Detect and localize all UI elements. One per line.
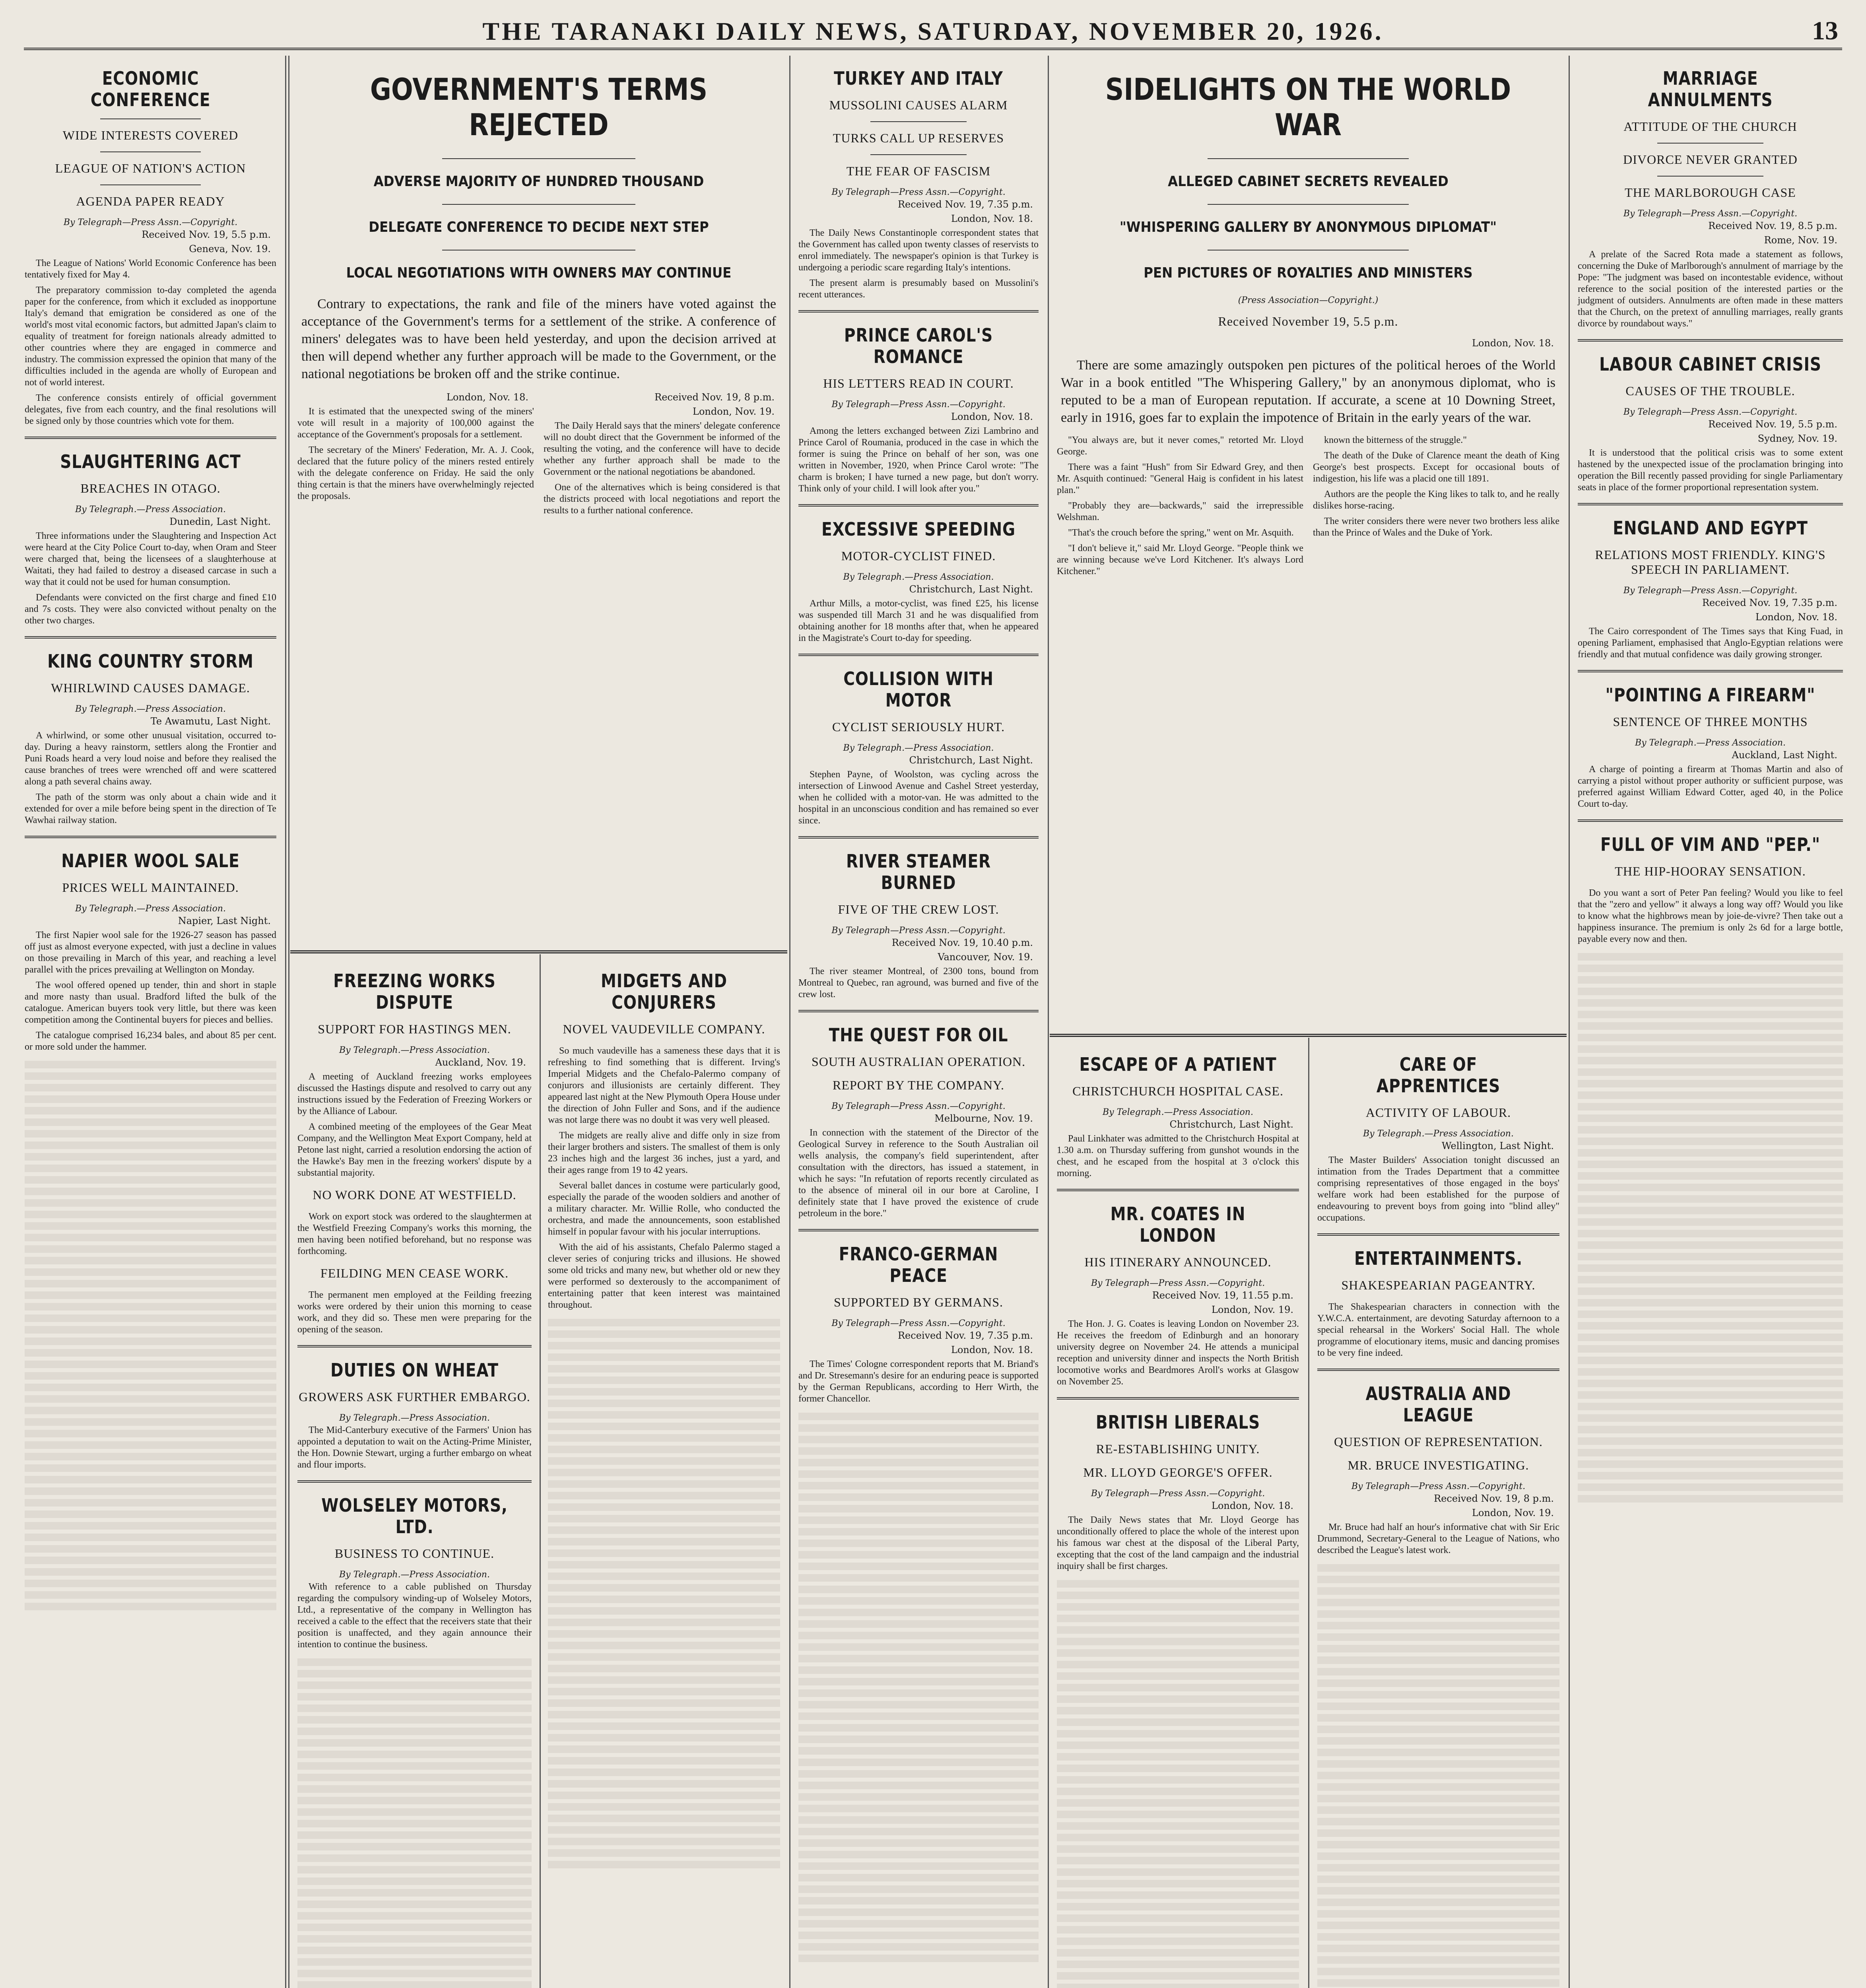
paragraph: The Daily Herald says that the miners' delegate conference will no doubt direct that the Government be informed of the resulting the voting, and the conference will have to decide whether any further approach shall be made to the Government or the national negotiations be abandoned. [544, 421, 780, 477]
divider [442, 158, 635, 159]
dateline: London, Nov. 18. [1755, 612, 1837, 623]
section-divider [798, 1010, 1039, 1012]
text-filler [297, 1654, 532, 1988]
dateline: Auckland, Last Night. [1732, 749, 1837, 761]
sidelights-right [1313, 435, 1559, 581]
subhead: PRICES WELL MAINTAINED. [62, 880, 239, 895]
received-line: Received Nov. 19, 7.35 p.m. [897, 199, 1033, 210]
subhead: HIS LETTERS READ IN COURT. [823, 376, 1014, 390]
dateline: London, Nov. 19. [693, 406, 775, 417]
dateline: Napier, Last Night. [178, 915, 271, 926]
lead-left [297, 391, 534, 520]
paragraph: The first Napier wool sale for the 1926-27 season has passed off just as almost everyone expected, with just a decline in values on those prevailing in March of this year, and reaching a level parallel with the prices prevailing at Wellington on Monday. [25, 930, 276, 975]
subhead: NOVEL VAUDEVILLE COMPANY. [563, 1022, 765, 1036]
headline-prince-carol: PRINCE CAROL'S ROMANCE [844, 324, 993, 367]
byline: By Telegraph—Press Assn.—Copyright. [831, 400, 1006, 410]
section-divider [297, 1480, 532, 1483]
subhead: THE FEAR OF FASCISM [846, 164, 991, 178]
dateline: Rome, Nov. 19. [1764, 235, 1837, 246]
byline: By Telegraph—Press Assn.—Copyright. [831, 187, 1006, 197]
paragraph: The writer considers there were never two brothers less alike than the Prince of Wales and the Duke of York. [1313, 516, 1559, 538]
headline-napier-wool-sale: NAPIER WOOL SALE [61, 850, 240, 872]
subhead: LEAGUE OF NATION'S ACTION [55, 161, 246, 175]
column-rule [1569, 56, 1570, 1988]
subhead: REPORT BY THE COMPANY. [832, 1078, 1005, 1092]
byline: By Telegraph—Press Assn.—Copyright. [1091, 1278, 1265, 1288]
subhead: PEN PICTURES OF ROYALTIES AND MINISTERS [1144, 265, 1473, 281]
paragraph: A combined meeting of the employees of the Gear Meat Company, and the Wellington Meat Export Company, held at Petone last night, carried a resolution endorsing the action of the Hawke's Bay men in the freezing workers' dispute by a substantial majority. [297, 1122, 532, 1178]
column-rule [789, 56, 790, 1988]
subhead: LOCAL NEGOTIATIONS WITH OWNERS MAY CONTINUE [346, 265, 732, 281]
subhead: SENTENCE OF THREE MONTHS [1613, 714, 1808, 729]
subhead: ALLEGED CABINET SECRETS REVEALED [1168, 173, 1449, 190]
subhead: NO WORK DONE AT WESTFIELD. [313, 1188, 516, 1202]
section-divider [1578, 503, 1843, 505]
headline-entertainments: ENTERTAINMENTS. [1354, 1248, 1523, 1269]
paragraph: The Daily News Constantinople correspondent states that the Government has called upon twenty classes of reservists to enrol immediately. The newspaper's opinion is that Turkey is undergoing a periodic scare regarding Italy's intentions. [798, 228, 1039, 273]
lead-story-columns [297, 391, 780, 520]
paragraph: The Shakespearian characters in connection with the Y.W.C.A. entertainment, are devoting Saturday afternoon to a special rehearsal in the Workers' Social Hall. The whole programme of elocutionary items, music and dancing promises to be very fine indeed. [1317, 1302, 1559, 1358]
subhead: MR. LLOYD GEORGE'S OFFER. [1083, 1465, 1273, 1479]
paragraph: Do you want a sort of Peter Pan feeling? Would you like to feel that the "zero and yellow" it always a long way off? Would you like to know what the highbrows mean by joie-de-vivre? Then take out a happiness insurance. The premium is only 2s 6d for a large bottle, payable every now and then. [1578, 888, 1843, 944]
byline: By Telegraph—Press Assn.—Copyright. [1623, 407, 1798, 417]
paragraph: With the aid of his assistants, Chefalo Palermo staged a clever series of conjuring tricks and illusions. He showed some old tricks and many new, but whether old or new they were performed so dexterously to the accompaniment of entertaining patter that keen interest was maintained throughout. [548, 1242, 780, 1310]
byline: By Telegraph.—Press Association. [339, 1570, 490, 1580]
byline: By Telegraph.—Press Association. [1363, 1129, 1514, 1139]
dateline: Geneva, Nov. 19. [189, 243, 271, 254]
section-divider [25, 636, 276, 639]
paragraph: One of the alternatives which is being considered is that the districts proceed with local negotiations and report the results to a further national conference. [544, 482, 780, 516]
subhead: ADVERSE MAJORITY OF HUNDRED THOUSAND [373, 173, 704, 190]
byline: By Telegraph—Press Assn.—Copyright. [831, 926, 1006, 936]
divider [442, 204, 635, 205]
subhead: THE HIP-HOORAY SENSATION. [1615, 864, 1806, 878]
subhead: MUSSOLINI CAUSES ALARM [829, 98, 1008, 112]
paragraph: Among the letters exchanged between Zizi Lambrino and Prince Carol of Roumania, produced in the case in which the former is suing the Prince on behalf of her son, was one written in November, 1920, when Prince Carol wrote: "The charm is broken; I have turned a new page, but don't worry. Think only of your child. I will look after you." [798, 426, 1039, 494]
dateline: London, Nov. 18. [1472, 338, 1554, 349]
paragraph: Arthur Mills, a motor-cyclist, was fined £25, his license was suspended till March 31 and he was disqualified from obtaining another for 18 months after that, when he appeared in the Magistrate's Court to-day for speeding. [798, 598, 1039, 643]
headline-care-of-apprentices: CARE OF APPRENTICES [1376, 1054, 1501, 1097]
text-filler [798, 1409, 1039, 1965]
paragraph: There was a faint "Hush" from Sir Edward Grey, and then Mr. Asquith continued: "General Haig is confident in his latest plan." [1057, 462, 1303, 495]
received-line: Received Nov. 19, 7.35 p.m. [897, 1330, 1033, 1341]
paragraph: The midgets are really alive and diffe only in size from their larger brothers and sisters. The smallest of them is only 23 inches high and the largest 36 inches, just a yard, and their ages range from 19 to 42 years. [548, 1130, 780, 1175]
dateline: London, Nov. 18. [951, 1344, 1033, 1355]
byline: By Telegraph.—Press Association. [1103, 1107, 1253, 1117]
paragraph: The path of the storm was only about a chain wide and it extended for over a mile before being spent in the direction of Te Wawhai railway station. [25, 792, 276, 825]
paragraph: The Mid-Canterbury executive of the Farmers' Union has appointed a deputation to wait on the Acting-Prime Minister, the Hon. Downie Stewart, urging a further embargo on wheat and flour imports. [297, 1425, 532, 1470]
section-divider [1578, 819, 1843, 822]
subhead: TURKS CALL UP RESERVES [833, 131, 1004, 145]
paragraph: Authors are the people the King likes to talk to, and he really dislikes horse-racing. [1313, 489, 1559, 511]
divider [1208, 204, 1409, 205]
headline-duties-on-wheat: DUTIES ON WHEAT [330, 1359, 499, 1381]
subhead: DELEGATE CONFERENCE TO DECIDE NEXT STEP [369, 219, 709, 235]
divider [100, 118, 201, 119]
headline-labour-cabinet-crisis: LABOUR CABINET CRISIS [1599, 353, 1821, 375]
subhead: CYCLIST SERIOUSLY HURT. [832, 720, 1005, 734]
paragraph: With reference to a cable published on Thursday regarding the compulsory winding-up of Wolseley Motors, Ltd., a representative of the company in Wellington has received a cable to the effect that the receivers state that their position is unaffected, and they again announce their intention to continue the business. [297, 1582, 532, 1650]
paragraph: "You always are, but it never comes," retorted Mr. Lloyd George. [1057, 435, 1303, 457]
paragraph: A whirlwind, or some other unusual visitation, occurred to-day. During a heavy rainstorm, settlers along the Frontier and Puni Roads heard a very loud noise and before they realised the cause branches of trees were wrenched off and were scattered along a path several chains away. [25, 730, 276, 787]
divider [100, 151, 201, 152]
section-divider [798, 836, 1039, 839]
dateline: Christchurch, Last Night. [1169, 1119, 1293, 1130]
headline-wolseley-motors: WOLSELEY MOTORS, LTD. [321, 1495, 508, 1538]
paragraph: In connection with the statement of the Director of the Geological Survey in reference to the South Australian oil wells analysis, the company's field superintendent, after consultation with the directors, has issued a statement, in which he says: "In refutation of reports recently circulated as to the absence of mineral oil in our bore at Caroline, I definitely state that I have proved the existence of crude petroleum in the bore." [798, 1128, 1039, 1219]
paragraph: The Times' Cologne correspondent reports that M. Briand's and Dr. Stresemann's desire for an enduring peace is supported by the German Republicans, according to Herr Wirth, the former Chancellor. [798, 1359, 1039, 1404]
lead-story [290, 56, 787, 946]
lead-paragraph: There are some amazingly outspoken pen pictures of the political heroes of the World War in a book entitled "The Whispering Gallery," by an anonymous diplomat, who is reputed to be a man of European reputation. If accurate, a scene at 10 Downing Street, early in 1916, goes far to explain the impotence of Britain in the early years of the war. [1061, 358, 1555, 425]
byline: By Telegraph—Press Assn.—Copyright. [1623, 209, 1798, 219]
section-divider [297, 1345, 532, 1347]
headline-river-steamer: RIVER STEAMER BURNED [846, 850, 991, 893]
headline-marriage-annulments: MARRIAGE ANNULMENTS [1648, 68, 1773, 111]
paragraph: A prelate of the Sacred Rota made a statement as follows, concerning the Duke of Marlborough's annulment of marriage by the Pope: "The judgment was based on incontestable evidence, without reference to the social position of the interested parties or the judgment of outsiders. Annulments are often made in these matters that the Church, on the pretext of annulling marriages, really grants divorce by roundabout ways." [1578, 249, 1843, 329]
subhead: FEILDING MEN CEASE WORK. [320, 1266, 509, 1280]
subhead: SHAKESPEARIAN PAGEANTRY. [1341, 1278, 1536, 1292]
headline-slaughtering-act: SLAUGHTERING ACT [60, 451, 241, 472]
section-divider [798, 504, 1039, 507]
subhead: SUPPORT FOR HASTINGS MEN. [318, 1022, 511, 1036]
headline-governments-terms: GOVERNMENT'S TERMS REJECTED [370, 72, 708, 142]
headline-pointing-a-firearm: "POINTING A FIREARM" [1605, 684, 1816, 706]
received-line: Received Nov. 19, 5.5 p.m. [142, 229, 271, 240]
byline: By Telegraph.—Press Association. [75, 505, 226, 514]
headline-coates-in-london: MR. COATES IN LONDON [1110, 1203, 1246, 1246]
text-filler [1317, 1560, 1559, 1988]
divider [1657, 143, 1763, 144]
headline-economic-conference: ECONOMIC CONFERENCE [90, 68, 211, 111]
received-line: Received Nov. 19, 5.5 p.m. [1708, 419, 1837, 430]
text-filler [1057, 1576, 1299, 1988]
headline-king-country-storm: KING COUNTRY STORM [47, 650, 254, 672]
paragraph: "That's the crouch before the spring," went on Mr. Asquith. [1068, 528, 1294, 538]
byline: By Telegraph—Press Assn.—Copyright. [831, 1101, 1006, 1111]
dateline: Melbourne, Nov. 19. [934, 1113, 1033, 1124]
text-filler [25, 1057, 276, 1613]
subhead: ACTIVITY OF LABOUR. [1365, 1105, 1511, 1120]
subhead: ATTITUDE OF THE CHURCH [1623, 119, 1797, 134]
divider [1208, 158, 1409, 159]
section-divider [1057, 1189, 1299, 1191]
page-number: 13 [1812, 16, 1838, 45]
masthead [24, 12, 1842, 50]
divider [870, 154, 967, 155]
dateline: London, Nov. 19. [1472, 1507, 1554, 1518]
byline: By Telegraph—Press Assn.—Copyright. [831, 1318, 1006, 1328]
column-2-lower [290, 958, 539, 1988]
subhead: THE MARLBOROUGH CASE [1625, 185, 1796, 200]
headline-quest-for-oil: THE QUEST FOR OIL [829, 1024, 1008, 1046]
byline: By Telegraph.—Press Association. [339, 1045, 490, 1055]
subhead: HIS ITINERARY ANNOUNCED. [1084, 1255, 1272, 1269]
column-rule [288, 56, 289, 1988]
subhead: AGENDA PAPER READY [76, 194, 225, 208]
byline: By Telegraph.—Press Association. [339, 1413, 490, 1423]
column-6 [1571, 56, 1850, 1988]
paragraph: The permanent men employed at the Feilding freezing works were ordered by their union this morning to cease work, and they did so. These men were preparing for the opening of the season. [297, 1290, 532, 1335]
received-line: Received November 19, 5.5 p.m. [1218, 314, 1398, 328]
received-line: Received Nov. 19, 8 p.m. [654, 392, 775, 403]
dateline: London, Nov. 19. [1212, 1304, 1293, 1315]
paragraph: A charge of pointing a firearm at Thomas Martin and also of carrying a pistol without proper authority or sufficient purpose, was preferred against William Edward Cotter, aged 40, in the Police Court to-day. [1578, 764, 1843, 809]
dateline: Auckland, Nov. 19. [435, 1057, 526, 1068]
paragraph: Stephen Payne, of Woolston, was cycling across the intersection of Linwood Avenue and Cashel Street yesterday, when he collided with a motor-van. He was admitted to the hospital in an unconscious condition and has remained so ever since. [798, 769, 1039, 826]
subhead: SUPPORTED BY GERMANS. [834, 1295, 1003, 1309]
column-1 [16, 56, 286, 1988]
paragraph: "I don't believe it," said Mr. Lloyd George. "People think we are winning because we've Lord Kitchener. It's always Lord Kitchener." [1057, 543, 1303, 577]
received-line: Received Nov. 19, 11.55 p.m. [1152, 1290, 1293, 1301]
headline-turkey-italy: TURKEY AND ITALY [834, 68, 1003, 89]
paragraph: Work on export stock was ordered to the slaughtermen at the Westfield Freezing Company's works this morning, the men having been notified beforehand, but no response was forthcoming. [297, 1211, 532, 1256]
dateline: Te Awamutu, Last Night. [150, 716, 271, 727]
paragraph: The wool offered opened up tender, thin and short in staple and more nasty than usual. Bradford lifted the bulk of the catalogue. American buyers took very little, but there was keen competition among the Continental buyers for pieces and bellies. [25, 980, 276, 1025]
column-3-lower [541, 958, 787, 1988]
section-divider [798, 310, 1039, 313]
subhead: BREACHES IN OTAGO. [80, 481, 221, 495]
divider [870, 121, 967, 122]
subhead: WIDE INTERESTS COVERED [62, 128, 239, 142]
sidelights-columns [1057, 435, 1559, 581]
subhead: BUSINESS TO CONTINUE. [334, 1546, 495, 1561]
paragraph: A meeting of Auckland freezing works employees discussed the Hastings dispute and resolved to carry out any instructions issued by the Federation of Freezing Workers or by the Alliance of Labour. [297, 1072, 532, 1116]
paragraph: The secretary of the Miners' Federation, Mr. A. J. Cook, declared that the future policy of the miners rested entirely with the delegate conference on Friday. He said the only thing certain is that the miners have overwhelmingly rejected the proposals. [297, 445, 534, 501]
paragraph: known the bitterness of the struggle." [1324, 435, 1467, 445]
byline: By Telegraph.—Press Association. [843, 572, 994, 582]
paragraph: Three informations under the Slaughtering and Inspection Act were heard at the City Police Court to-day, when Oram and Steer were charged that, being the licensees of a slaughterhouse at Waitati, they had failed to destroy a diseased carcase in such a way that it could not be used for human consumption. [25, 531, 276, 587]
subhead: RELATIONS MOST FRIENDLY. KING'S SPEECH IN PARLIAMENT. [1595, 547, 1826, 577]
paragraph: The present alarm is presumably based on Mussolini's recent utterances. [798, 278, 1039, 300]
section-divider [1317, 1233, 1559, 1236]
text-filler [548, 1315, 780, 1872]
subhead: WHIRLWIND CAUSES DAMAGE. [51, 681, 250, 695]
paragraph: So much vaudeville has a sameness these days that it is refreshing to find something that is different. Irving's Imperial Midgets and the Chefalo-Palermo company of conjurors and illusionists are certainly different. They appeared last night at the New Plymouth Opera House under the direction of John Fuller and Sons, and if the audience was not large there was no doubt it was very well pleased. [548, 1046, 780, 1125]
section-rule [290, 950, 787, 953]
subhead: FIVE OF THE CREW LOST. [838, 902, 999, 916]
received-line: Received Nov. 19, 10.40 p.m. [891, 937, 1033, 948]
headline-england-and-egypt: ENGLAND AND EGYPT [1613, 517, 1808, 539]
headline-full-of-vim: FULL OF VIM AND "PEP." [1600, 834, 1820, 855]
byline: By Telegraph—Press Assn.—Copyright. [63, 217, 238, 227]
section-divider [798, 654, 1039, 656]
paragraph: It is estimated that the unexpected swing of the miners' vote will result in a majority of 100,000 against the acceptance of the Government's proposals for a settlement. [297, 406, 534, 440]
subhead: SOUTH AUSTRALIAN OPERATION. [811, 1054, 1026, 1069]
section-divider [1057, 1397, 1299, 1400]
paragraph: The death of the Duke of Clarence meant the death of King George's best prospects. Except for occasional bouts of indigestion, his life was a placid one till 1891. [1313, 450, 1559, 484]
paragraph: The catalogue comprised 16,234 bales, and about 85 per cent. or more sold under the hammer. [25, 1030, 276, 1052]
dateline: Christchurch, Last Night. [909, 755, 1033, 766]
paragraph: Paul Linkhater was admitted to the Christchurch Hospital at 1.30 a.m. on Thursday suffering from gunshot wounds in the chest, and he escaped from the hospital at 3 o'clock this morning. [1057, 1134, 1299, 1178]
byline: By Telegraph—Press Assn.—Copyright. [1623, 586, 1798, 596]
subhead: MR. BRUCE INVESTIGATING. [1348, 1458, 1529, 1472]
subhead: QUESTION OF REPRESENTATION. [1334, 1435, 1543, 1449]
section-divider [25, 437, 276, 439]
paragraph: The Daily News states that Mr. Lloyd George has unconditionally offered to place the whole of the interest upon his famous war chest at the disposal of the Liberal Party, excepting that the cost of the land campaign and the industrial inquiry shall be first charges. [1057, 1515, 1299, 1571]
section-divider [1578, 339, 1843, 342]
sidelights-story [1050, 56, 1567, 1030]
received-line: Received Nov. 19, 8.5 p.m. [1708, 220, 1837, 231]
section-divider [798, 1229, 1039, 1231]
headline-australia-league: AUSTRALIA AND LEAGUE [1365, 1383, 1511, 1426]
byline: By Telegraph.—Press Association. [75, 904, 226, 914]
byline: By Telegraph—Press Assn.—Copyright. [1351, 1481, 1526, 1491]
subhead: DIVORCE NEVER GRANTED [1623, 152, 1798, 167]
sidelights-left [1057, 435, 1303, 581]
divider [100, 184, 201, 185]
byline: By Telegraph.—Press Association. [843, 743, 994, 753]
dateline: London, Nov. 18. [951, 213, 1033, 224]
dateline: Wellington, Last Night. [1441, 1140, 1554, 1151]
section-divider [1578, 670, 1843, 672]
byline: By Telegraph—Press Assn.—Copyright. [1091, 1489, 1265, 1499]
received-line: Received Nov. 19, 7.35 p.m. [1702, 597, 1837, 608]
divider [1657, 176, 1763, 177]
received-line: Received Nov. 19, 8 p.m. [1434, 1493, 1554, 1504]
text-filler [1578, 949, 1843, 1506]
column-4 [791, 56, 1046, 1988]
headline-excessive-speeding: EXCESSIVE SPEEDING [821, 518, 1016, 540]
headline-sidelights: SIDELIGHTS ON THE WORLD WAR [1105, 72, 1511, 142]
paragraph: The League of Nations' World Economic Conference has been tentatively fixed for May 4. [25, 258, 276, 280]
paragraph: Several ballet dances in costume were particularly good, especially the parade of the wooden soldiers and another of a military character. Mr. Willie Rolle, who conducted the orchestra, and made the announcements, soon established himself in popular favour with his jocular interruptions. [548, 1180, 780, 1237]
paragraph: It is understood that the political crisis was to some extent hastened by the unexpected issue of the proclamation bringing into operation the Bill recently passed providing for single Parliamentary seats in place of the former proportional representation system. [1578, 448, 1843, 493]
section-divider [25, 836, 276, 838]
column-5-lower [1050, 1042, 1306, 1988]
lead-right [544, 391, 780, 520]
dateline: Dunedin, Last Night. [169, 516, 271, 527]
section-rule [1050, 1034, 1567, 1037]
lead-paragraph: Contrary to expectations, the rank and file of the miners have voted against the acceptance of the Government's terms for a settlement of the strike. A conference of miners' delegates was to have been held yesterday, and upon the decision arrived at then will depend whether any further approach will be made to the Government, or the national negotiations be broken off and the strike continue. [301, 297, 776, 381]
section-divider [1317, 1369, 1559, 1371]
subhead: CHRISTCHURCH HOSPITAL CASE. [1072, 1084, 1283, 1098]
paragraph: The river steamer Montreal, of 2300 tons, bound from Montreal to Quebec, ran aground, was burned and five of the crew lost. [798, 966, 1039, 1000]
dateline: London, Nov. 18. [1212, 1500, 1293, 1511]
column-5b-lower [1310, 1042, 1567, 1988]
headline-franco-german-peace: FRANCO-GERMAN PEACE [839, 1243, 998, 1286]
headline-british-liberals: BRITISH LIBERALS [1095, 1411, 1260, 1433]
paragraph: Mr. Bruce had half an hour's informative chat with Sir Eric Drummond, Secretary-General to the League of Nations, who described the League's latest work. [1317, 1522, 1559, 1555]
paragraph: The conference consists entirely of official government delegates, five from each country, and the final resolutions will be signed only by those countries which vote for them. [25, 393, 276, 426]
headline-collision-with-motor: COLLISION WITH MOTOR [843, 668, 994, 711]
subhead: MOTOR-CYCLIST FINED. [841, 549, 996, 563]
paragraph: The Master Builders' Association tonight discussed an intimation from the Trades Department that a committee comprising representatives of those engaged in the boys' welfare work had been established for the purpose of endeavouring to prevent boys from going into "blind alley" occupations. [1317, 1155, 1559, 1223]
byline: (Press Association—Copyright.) [1238, 295, 1379, 305]
byline: By Telegraph.—Press Association. [1635, 738, 1786, 748]
headline-freezing-works: FREEZING WORKS DISPUTE [333, 970, 496, 1013]
column-rule [1308, 1038, 1309, 1988]
dateline: Sydney, Nov. 19. [1757, 433, 1837, 444]
dateline: London, Nov. 18. [447, 392, 528, 403]
subhead: GROWERS ASK FURTHER EMBARGO. [299, 1390, 530, 1404]
dateline: London, Nov. 18. [951, 411, 1033, 422]
paragraph: "Probably they are—backwards," said the irrepressible Welshman. [1057, 501, 1303, 522]
subhead: "WHISPERING GALLERY BY ANONYMOUS DIPLOMAT" [1119, 219, 1497, 235]
dateline: Christchurch, Last Night. [909, 584, 1033, 595]
newspaper-title: THE TARANAKI DAILY NEWS, SATURDAY, NOVEMBER 20, 1926. [482, 17, 1384, 45]
byline: By Telegraph.—Press Association. [75, 704, 226, 714]
paragraph: The Hon. J. G. Coates is leaving London on November 23. He receives the freedom of Edinburgh and an honorary university degree on November 24. He attends a municipal reception and university dinner and inspects the North British locomotive works and Beardmores Aroll's works at Glasgow on November 25. [1057, 1319, 1299, 1387]
paragraph: The Cairo correspondent of The Times says that King Fuad, in opening Parliament, emphasised that Anglo-Egyptian relations were friendly and that mutual confidence was daily growing stronger. [1578, 626, 1843, 660]
dateline: Vancouver, Nov. 19. [938, 951, 1033, 963]
headline-escape-of-patient: ESCAPE OF A PATIENT [1079, 1054, 1277, 1075]
subhead: RE-ESTABLISHING UNITY. [1096, 1442, 1260, 1456]
headline-midgets-conjurers: MIDGETS AND CONJURERS [601, 970, 727, 1013]
paragraph: Defendants were convicted on the first charge and fined £10 and 7s costs. They were also convicted without penalty on the other two charges. [25, 592, 276, 626]
column-rule [1048, 56, 1049, 1988]
subhead: CAUSES OF THE TROUBLE. [1625, 384, 1795, 398]
paragraph: The preparatory commission to-day completed the agenda paper for the conference, from which it excluded as inopportune Italy's demand that emigration be considered as one of the world's most vital economic factors, but admitted Japan's claim to equality of treatment for foreign nationals already admitted to other countries where they are engaged in commerce and industry. The commission expressed the opinion that many of the difficulties included in the agenda are wholly of European and not of world interest. [25, 285, 276, 388]
